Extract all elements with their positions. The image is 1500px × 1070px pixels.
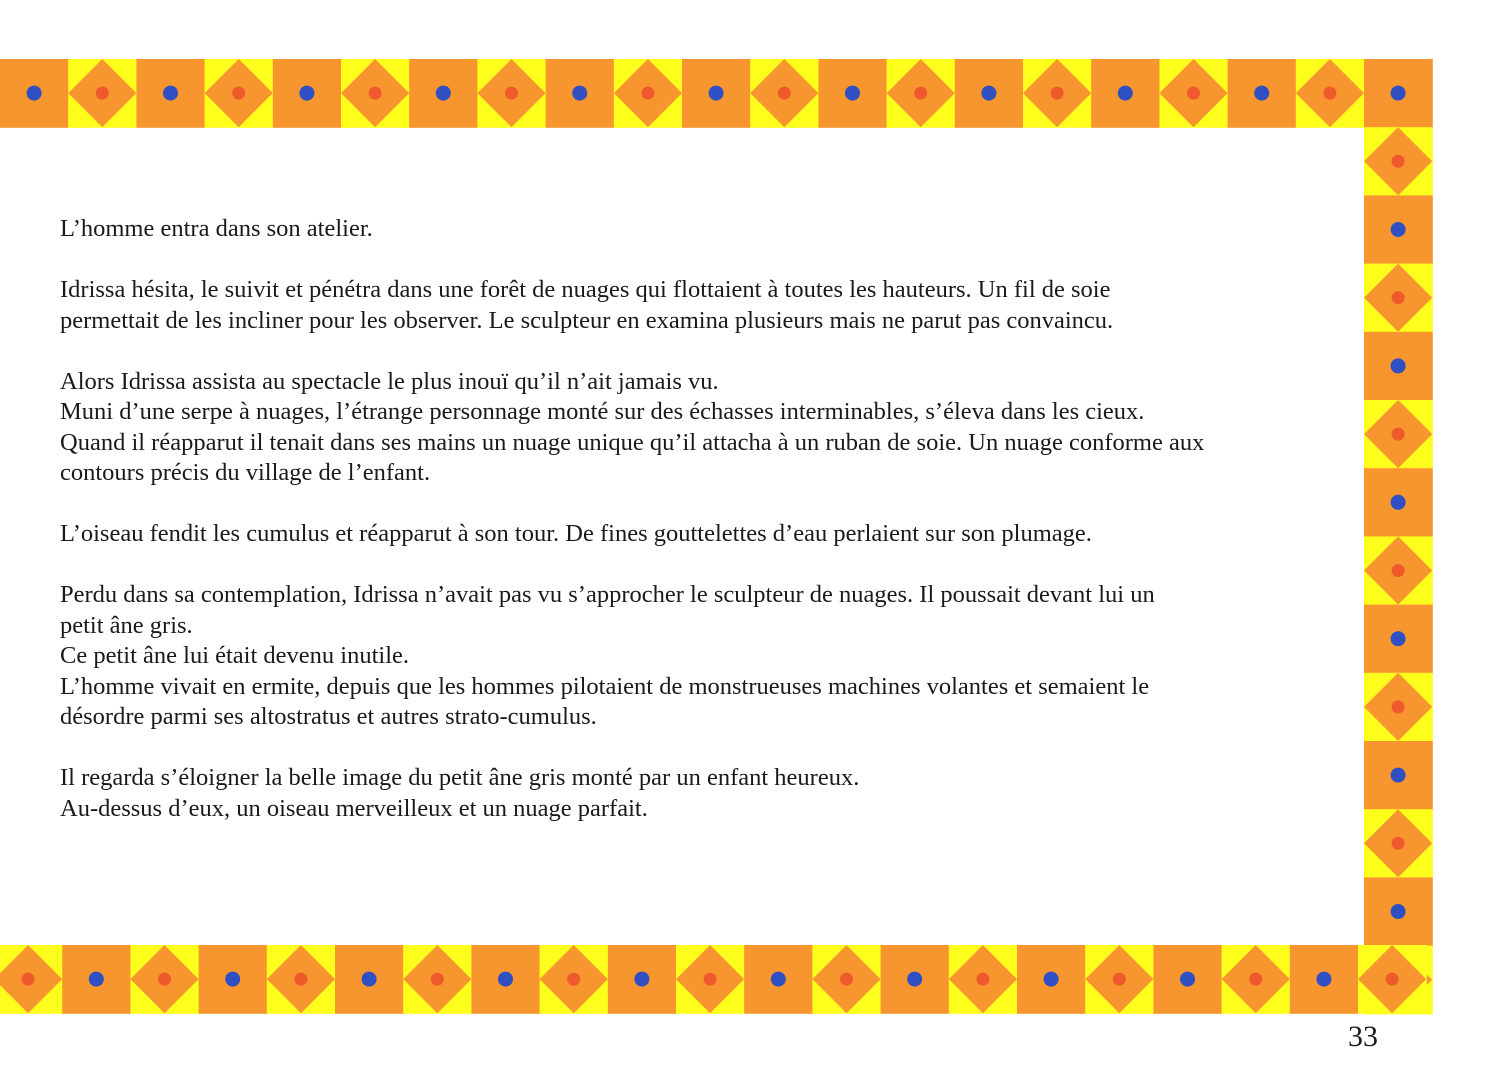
blue-dot (1316, 972, 1331, 987)
red-dot (778, 87, 791, 100)
blue-dot (1391, 495, 1406, 510)
red-dot (1386, 973, 1399, 986)
blue-dot (27, 86, 42, 101)
blue-dot (572, 86, 587, 101)
story-text (60, 214, 1340, 855)
blue-dot (1391, 358, 1406, 373)
blue-dot (436, 86, 451, 101)
text-line: Au-dessus d’eux, un oiseau merveilleux et un nuage parfait. (60, 794, 648, 822)
paragraph (60, 214, 1340, 245)
blue-dot (1044, 972, 1059, 987)
red-dot (158, 973, 171, 986)
red-dot (22, 973, 35, 986)
blue-dot (709, 86, 724, 101)
red-dot (641, 87, 654, 100)
red-dot (1392, 837, 1405, 850)
blue-dot (1254, 86, 1269, 101)
blue-dot (771, 972, 786, 987)
blue-dot (163, 86, 178, 101)
paragraph (60, 275, 1340, 336)
red-dot (1392, 291, 1405, 304)
blue-dot (1391, 904, 1406, 919)
text-line: Ce petit âne lui était devenu inutile. (60, 642, 410, 669)
text-line: Il regarda s’éloigner la belle image du petit âne gris monté par un enfant heureux. (60, 764, 860, 791)
red-dot (976, 973, 989, 986)
red-dot (294, 973, 307, 986)
red-dot (704, 973, 717, 986)
blue-dot (1391, 222, 1406, 237)
red-dot (1323, 87, 1336, 100)
text-line: petit âne gris. (60, 611, 193, 639)
red-dot (914, 87, 927, 100)
red-dot (1051, 87, 1064, 100)
red-dot (232, 87, 245, 100)
blue-dot (1391, 631, 1406, 646)
red-dot (431, 973, 444, 986)
blue-dot (299, 86, 314, 101)
text-line: Alors Idrissa assista au spectacle le plus inouï qu’il n’ait jamais vu. (60, 367, 719, 395)
red-dot (1187, 87, 1200, 100)
blue-dot (981, 86, 996, 101)
text-line: L’oiseau fendit les cumulus et réapparut à son tour. De fines gouttelettes d’eau perlaient sur son plumage. (60, 520, 1092, 547)
blue-dot (1391, 86, 1406, 101)
blue-dot (89, 972, 104, 987)
red-dot (1113, 973, 1126, 986)
text-line: Quand il réapparut il tenait dans ses mains un nuage unique qu’il attacha à un ruban de soie. Un nuage conforme aux (60, 428, 1205, 456)
red-dot (1392, 564, 1405, 577)
paragraph (60, 580, 1340, 733)
text-line: Idrissa hésita, le suivit et pénétra dans une forêt de nuages qui flottaient à toutes les hauteurs. Un fil de soie (60, 276, 1111, 303)
blue-dot (225, 972, 240, 987)
paragraph (60, 519, 1340, 550)
text-line: désordre parmi ses altostratus et autres strato-cumulus. (60, 703, 597, 730)
text-line: permettait de les incliner pour les observer. Le sculpteur en examina plusieurs mais ne parut pas convaincu. (60, 306, 1114, 334)
text-line: Muni d’une serpe à nuages, l’étrange personnage monté sur des échasses interminables, s’éleva dans les cieux. (60, 398, 1145, 425)
blue-dot (845, 86, 860, 101)
paragraph (60, 763, 1340, 824)
red-dot (96, 87, 109, 100)
red-dot (1392, 700, 1405, 713)
text-line: contours précis du village de l’enfant. (60, 459, 431, 486)
paragraph (60, 367, 1340, 489)
red-dot (369, 87, 382, 100)
blue-dot (634, 972, 649, 987)
red-dot (1392, 155, 1405, 168)
text-line: L’homme entra dans son atelier. (60, 215, 373, 242)
text-line: L’homme vivait en ermite, depuis que les hommes pilotaient de monstrueuses machines volantes et semaient le (60, 672, 1150, 700)
blue-dot (498, 972, 513, 987)
red-dot (567, 973, 580, 986)
red-dot (1249, 973, 1262, 986)
text-line: Perdu dans sa contemplation, Idrissa n’avait pas vu s’approcher le sculpteur de nuages. Il poussait devant lui un (60, 581, 1155, 608)
red-dot (1392, 428, 1405, 441)
page-number: 33 (1348, 1020, 1378, 1053)
blue-dot (1180, 972, 1195, 987)
blue-dot (362, 972, 377, 987)
red-dot (505, 87, 518, 100)
red-dot (840, 973, 853, 986)
blue-dot (1391, 768, 1406, 783)
blue-dot (907, 972, 922, 987)
blue-dot (1118, 86, 1133, 101)
